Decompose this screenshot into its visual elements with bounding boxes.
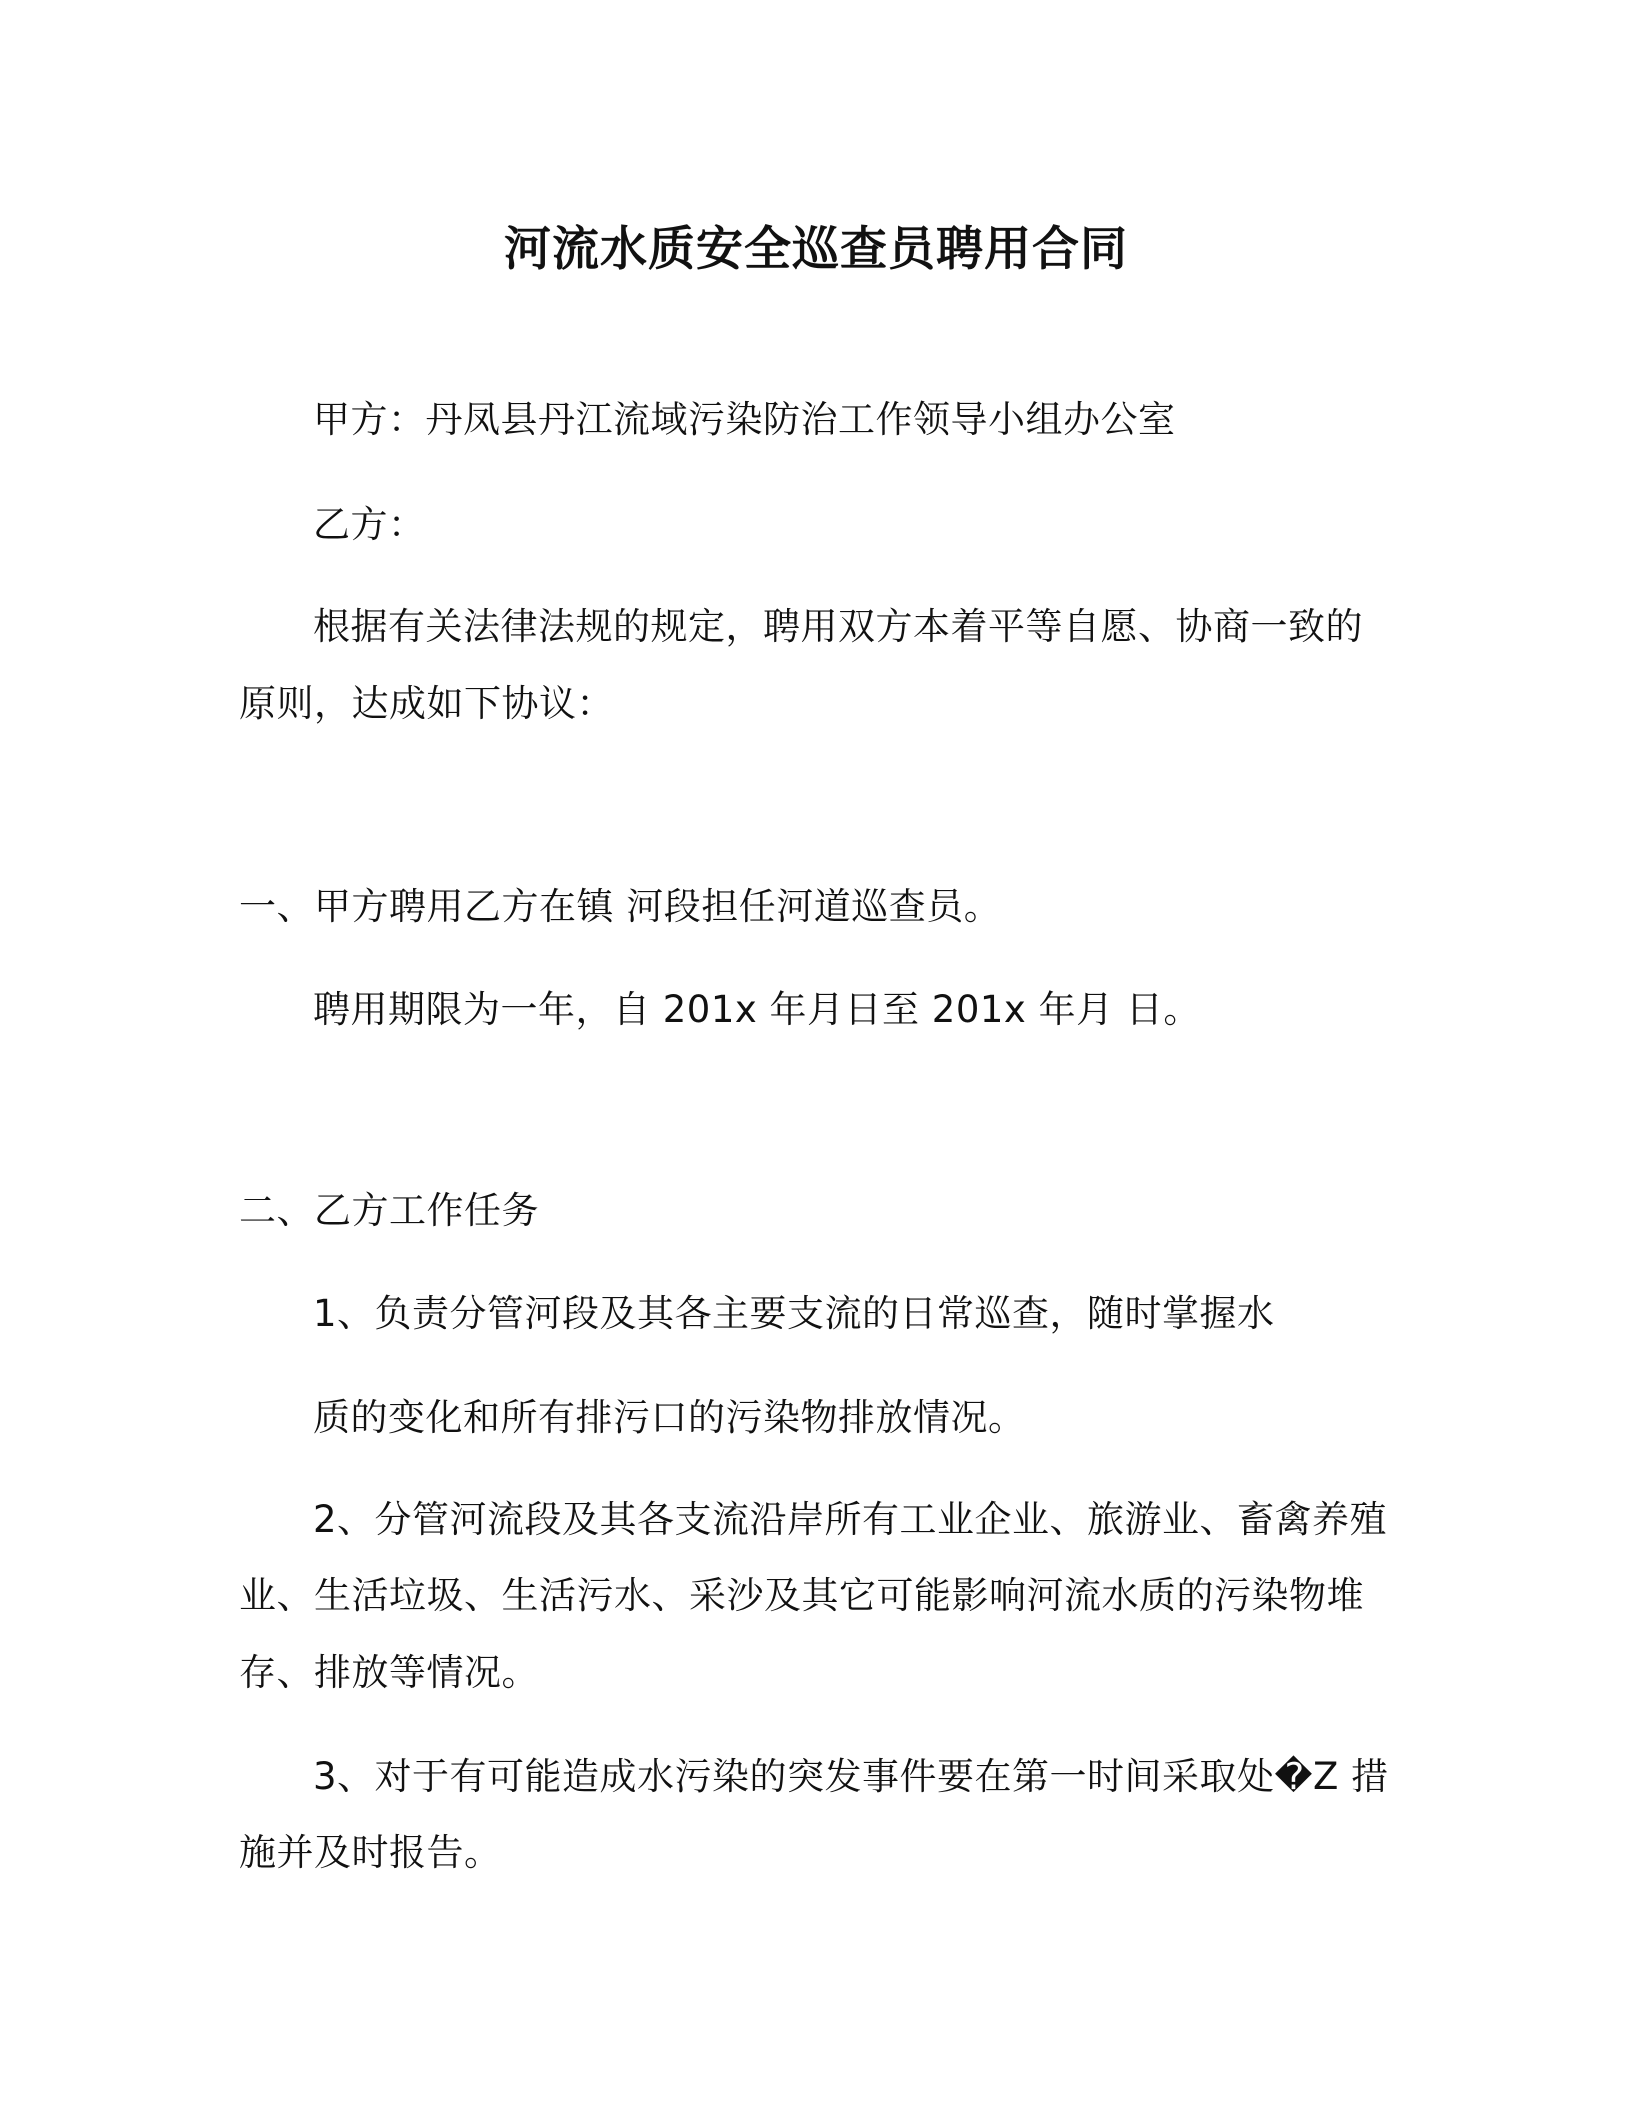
task-1-line-2: 质的变化和所有排污口的污染物排放情况。 (313, 1396, 1026, 1439)
document-title: 河流水质安全巡查员聘用合同 (504, 222, 1128, 277)
task-1-line-1: 1、负责分管河段及其各主要支流的日常巡查，随时掌握水 (313, 1292, 1275, 1335)
preamble-line-2: 原则，达成如下协议： (239, 682, 614, 725)
task-2-line-1: 2、分管河流段及其各支流沿岸所有工业企业、旅游业、畜禽养殖 (313, 1498, 1388, 1541)
section-1-heading: 一、甲方聘用乙方在镇 河段担任河道巡查员。 (239, 885, 1002, 928)
party-b-line: 乙方： (313, 503, 426, 546)
party-a-line: 甲方：丹凤县丹江流域污染防治工作领导小组办公室 (313, 398, 1176, 441)
task-2-line-2: 业、生活垃圾、生活污水、采沙及其它可能影响河流水质的污染物堆 (239, 1574, 1364, 1617)
task-2-line-3: 存、排放等情况。 (239, 1651, 539, 1694)
preamble-line-1: 根据有关法律法规的规定，聘用双方本着平等自愿、协商一致的 (313, 605, 1363, 648)
section-2-heading: 二、乙方工作任务 (239, 1189, 539, 1232)
section-1-term: 聘用期限为一年，自 201x 年月日至 201x 年月 日。 (313, 988, 1201, 1031)
task-3-line-1: 3、对于有可能造成水污染的突发事件要在第一时间采取处�Z 措 (313, 1755, 1389, 1798)
task-3-line-2: 施并及时报告。 (239, 1831, 502, 1874)
